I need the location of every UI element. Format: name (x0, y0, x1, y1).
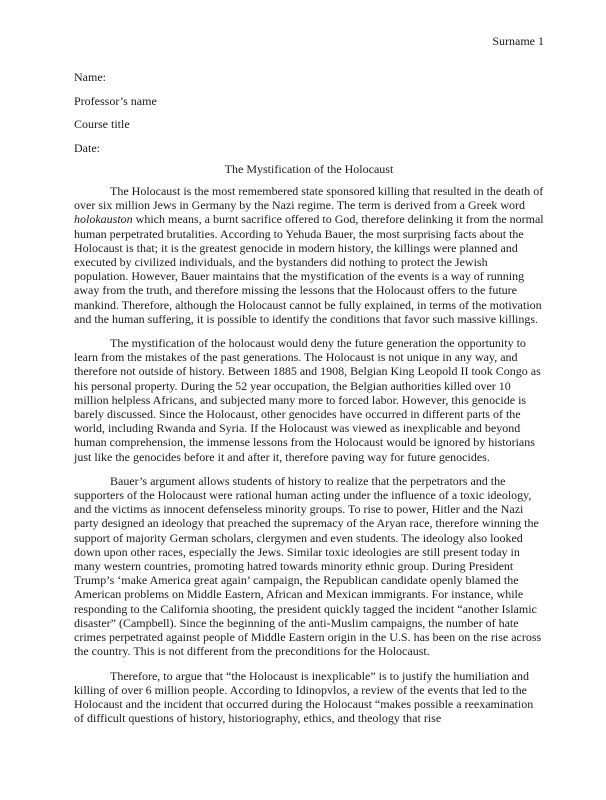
paragraph-1-text-b: which means, a burnt sacrifice offered to God, therefore delinking it from the normal human perpetrated brutalities. According to Yehuda Bauer, the most surprising facts about the Holocaust is that; it is the greatest genocide in modern history, the killings were planned and executed by civilized individuals, and the bystanders did nothing to protect the Jewish population. However, Bauer maintains that the mystification of the events is a way of running away from the truth, and therefore missing the lessons that the Holocaust offers to the future mankind. Therefore, although the Holocaust cannot be fully explained, in terms of the motivation and the human suffering, it is possible to identify the conditions that favor such massive killings. (74, 212, 544, 326)
paragraph-3: Bauer’s argument allows students of history to realize that the perpetrators and the supporters of the Holocaust were rational human acting under the influence of a toxic ideology, and the victims as innocent defenseless minority groups. To rise to power, Hitler and the Nazi party designed an ideology that preached the supremacy of the Aryan race, therefore winning the support of majority German scholars, clergymen and even students. The ideology also looked down upon other races, especially the Jews. Similar toxic ideologies are still present today in many western countries, promoting hatred towards minority ethnic group. During President Trump’s ‘make America great again’ campaign, the Republican candidate openly blamed the American problems on Middle Eastern, African and Mexican immigrants. For instance, while responding to the California shooting, the president quickly tagged the incident “another Islamic disaster” (Campbell). Since the beginning of the anti-Muslim campaigns, the number of hate crimes perpetrated against people of Middle Eastern origin in the U.S. has been on the rise across the country. This is not different from the preconditions for the Holocaust. (74, 473, 542, 659)
paragraph-2: The mystification of the holocaust would deny the future generation the opportunity to learn from the mistakes of the past generations. The Holocaust is not unique in any way, and therefore not outside of history. Between 1885 and 1908, Belgian King Leopold II took Congo as his personal property. During the 52 year occupation, the Belgian authorities killed over 10 million helpless Africans, and subjected many more to forced labor. However, this genocide is barely discussed. Since the Holocaust, other genocides have occurred in different parts of the world, including Rwanda and Syria. If the Holocaust was viewed as inexplicable and beyond human comprehension, the immense lessons from the Holocaust would be ignored by historians just like the genocides before it and after it, therefore paving way for future genocides. (74, 336, 541, 464)
document-title: The Mystification of the Holocaust (224, 162, 394, 176)
paragraph-4: Therefore, to argue that “the Holocaust is inexplicable” is to justify the humiliation and killing of over 6 million people. According to Idinopvlos, a review of the events that led to the Holocaust and the incident that occurred during the Holocaust “makes possible a reexamination of difficult questions of history, historiography, ethics, and theology that rise (74, 668, 534, 726)
document-body (74, 184, 544, 735)
name-line: Name: (74, 70, 106, 84)
date-line: Date: (74, 140, 100, 155)
professor-line: Professor’s name (74, 93, 157, 108)
course-line: Course title (74, 117, 130, 131)
header-block (74, 70, 157, 164)
running-head: Surname 1 (492, 34, 544, 48)
paragraph-1-text-a: The Holocaust is the most remembered state sponsored killing that resulted in the death of over six million Jews in Germany by the Nazi regime. The term is derived from a Greek word (74, 184, 544, 213)
paragraph-1-italic-term: holokauston (74, 212, 133, 227)
paragraph-1 (74, 184, 544, 326)
